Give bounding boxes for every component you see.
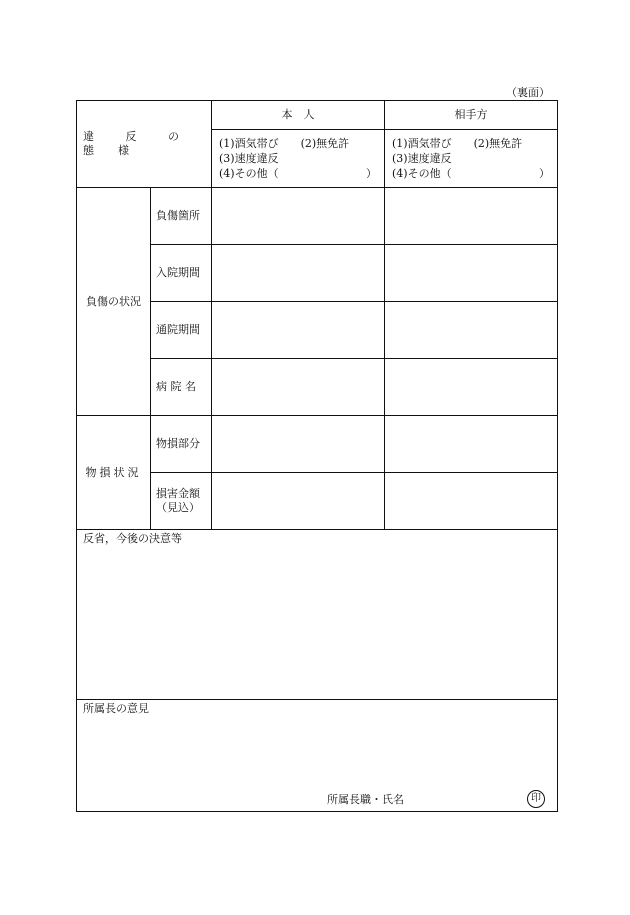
reflection-field[interactable] [77, 530, 558, 700]
self-header-text: 本 人 [281, 108, 315, 121]
other-party-header [385, 101, 558, 130]
supervisor-opinion-label: 所属長の意見 [83, 702, 149, 715]
option-other-start: (4)その他（ [219, 167, 279, 180]
reflection-row [77, 530, 558, 700]
self-injury-site-field[interactable] [212, 188, 385, 245]
other-party-header-text: 相手方 [454, 108, 488, 121]
self-hospital-name-field[interactable] [212, 359, 385, 416]
options-line-1 [219, 136, 377, 151]
damage-amount-estimate-label: （見込） [156, 501, 200, 514]
self-violation-options[interactable] [212, 130, 385, 188]
other-damage-amount-field[interactable] [385, 473, 558, 530]
violation-label [83, 130, 211, 158]
violation-label-text: 違反の態様 [83, 130, 203, 157]
other-hospital-name-field[interactable] [385, 359, 558, 416]
self-header [212, 101, 385, 130]
damage-amount-label-cell [151, 473, 212, 530]
other-hospital-period-field[interactable] [385, 245, 558, 302]
supervisor-opinion-field[interactable] [77, 700, 558, 812]
damage-label-cell [77, 416, 151, 530]
option-unlicensed: (2)無免許 [300, 137, 350, 150]
hospital-period-label-cell [151, 245, 212, 302]
back-side-note: （裏面） [506, 86, 550, 99]
outpatient-period-label: 通院期間 [156, 323, 200, 336]
hospital-name-label-cell [151, 359, 212, 416]
supervisor-signature-label: 所属長職・氏名 [327, 793, 404, 806]
damage-part-label: 物損部分 [156, 437, 200, 450]
option-drunk: (1)酒気帯び [219, 137, 279, 150]
hospital-name-label: 病 院 名 [156, 380, 196, 393]
injury-site-label: 負傷箇所 [156, 209, 200, 222]
other-party-violation-options[interactable] [385, 130, 558, 188]
damage-label: 物損状況 [85, 465, 142, 479]
other-injury-site-field[interactable] [385, 188, 558, 245]
options-line-2 [392, 151, 550, 166]
damage-amount-label: 損害金額 [156, 487, 200, 500]
option-other-start: (4)その他（ [392, 167, 452, 180]
options-line-3 [392, 166, 550, 181]
injury-site-row [77, 188, 558, 245]
injury-label: 負傷の状況 [86, 294, 141, 308]
option-speeding: (3)速度違反 [392, 152, 452, 165]
self-hospital-period-field[interactable] [212, 245, 385, 302]
injury-site-label-cell [151, 188, 212, 245]
damage-part-label-cell [151, 416, 212, 473]
option-other-end: ） [539, 167, 550, 180]
options-line-1 [392, 136, 550, 151]
damage-part-row [77, 416, 558, 473]
self-damage-part-field[interactable] [212, 416, 385, 473]
supervisor-row [77, 700, 558, 812]
other-outpatient-period-field[interactable] [385, 302, 558, 359]
violation-report-table [76, 100, 558, 812]
option-drunk: (1)酒気帯び [392, 137, 452, 150]
option-other-end: ） [366, 167, 377, 180]
self-outpatient-period-field[interactable] [212, 302, 385, 359]
injury-label-cell [77, 188, 151, 416]
reflection-label: 反省，今後の決意等 [83, 532, 182, 545]
violation-label-cell [77, 101, 212, 188]
other-damage-part-field[interactable] [385, 416, 558, 473]
options-line-3 [219, 166, 377, 181]
self-damage-amount-field[interactable] [212, 473, 385, 530]
seal-icon: 印 [527, 790, 545, 808]
options-line-2 [219, 151, 377, 166]
option-unlicensed: (2)無免許 [473, 137, 523, 150]
header-row [77, 101, 558, 130]
outpatient-period-label-cell [151, 302, 212, 359]
hospital-period-label: 入院期間 [156, 266, 200, 279]
option-speeding: (3)速度違反 [219, 152, 279, 165]
